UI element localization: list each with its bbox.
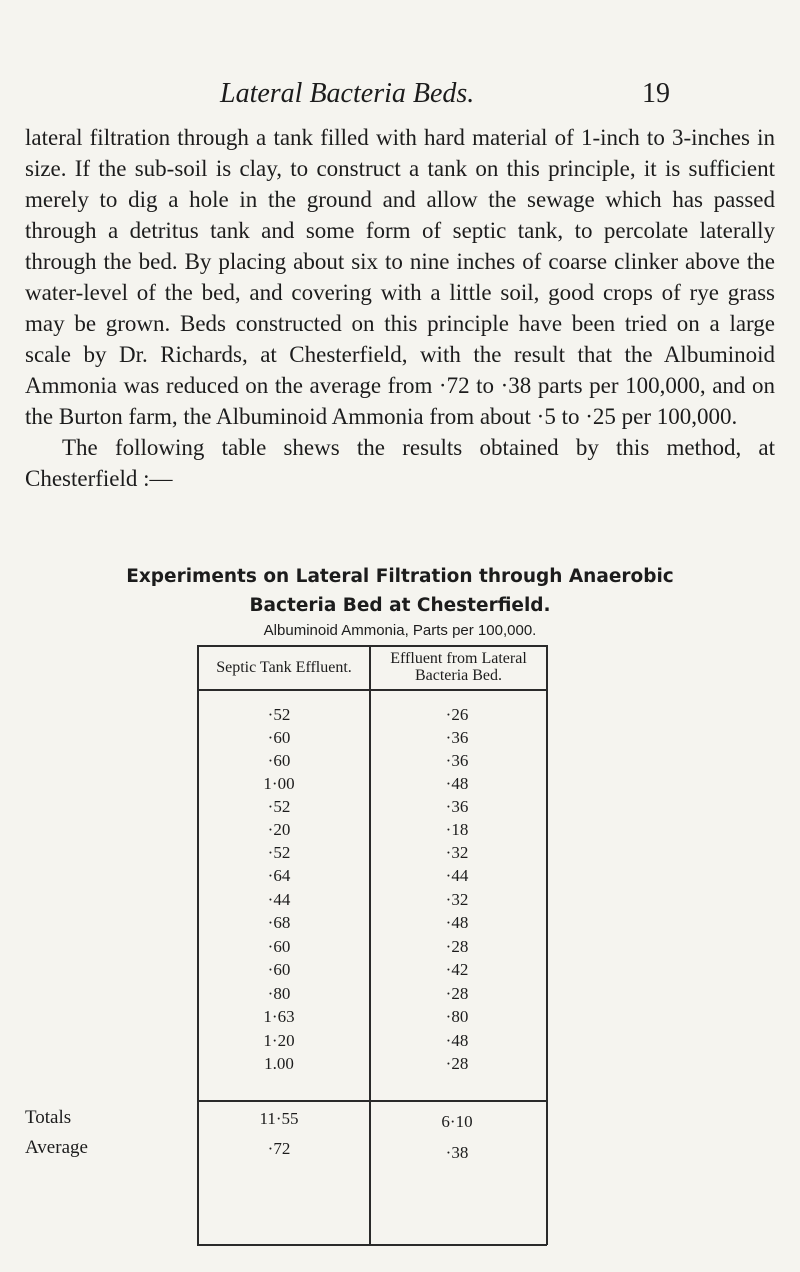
septic-total: 11·55 (259, 1109, 299, 1128)
column-header-lateral-line-1: Effluent from Lateral (390, 650, 527, 667)
paragraph-1: lateral filtration through a tank filled with hard material of 1-inch to 3-inches in size. If the sub-soil is clay, to construct a tank on this principle, it is sufficient merely to dig a hole in the ground and allow the sewage which has passed through a detritus tank and some form of septic tank, to percolate laterally through the bed. By placing about six to nine inches of coarse clinker above the water-level of the bed, and covering with a little soil, good crops of rye grass may be grown. Beds constructed on this principle have been tried on a large scale by Dr. Richards, at Chesterfield, with the result that the Albuminoid Ammonia was reduced on the average from ·72 to ·38 parts per 100,000, and on the Burton farm, the Albuminoid Ammonia from about ·5 to ·25 per 100,000. (25, 125, 775, 429)
lateral-cell: ·48 (445, 1031, 469, 1050)
totals-label: Totals (25, 1107, 72, 1128)
table-right-rule (546, 645, 548, 1245)
body-text (25, 122, 775, 494)
table-bottom-rule (197, 1244, 547, 1246)
septic-cell: ·64 (267, 866, 291, 885)
table-subtitle: Albuminoid Ammonia, Parts per 100,000. (263, 622, 537, 639)
septic-cell: 1·63 (263, 1007, 295, 1026)
septic-cell: ·60 (267, 960, 291, 979)
septic-cell: ·80 (267, 984, 291, 1003)
table-middle-rule (369, 645, 371, 1245)
lateral-cell: ·28 (445, 937, 469, 956)
septic-cell: ·60 (267, 751, 291, 770)
table-title (40, 562, 760, 620)
lateral-cell: ·36 (445, 751, 469, 770)
table-left-rule (197, 645, 199, 1245)
table-header-rule (197, 689, 547, 691)
lateral-cell: ·44 (445, 866, 469, 885)
table-title-line-2: Bacteria Bed at Chesterfield. (249, 595, 551, 616)
lateral-cell: ·18 (445, 820, 469, 839)
column-header-septic: Septic Tank Effluent. (216, 659, 352, 676)
septic-cell: ·52 (267, 843, 291, 862)
lateral-total: 6·10 (441, 1112, 473, 1131)
average-label: Average (25, 1137, 88, 1158)
lateral-cell: ·48 (445, 774, 469, 793)
lateral-cell: ·28 (445, 984, 469, 1003)
septic-cell: ·68 (267, 913, 291, 932)
column-header-lateral (371, 650, 546, 684)
lateral-average: ·38 (445, 1143, 469, 1162)
septic-cell: 1·00 (263, 774, 295, 793)
lateral-cell: ·32 (445, 843, 469, 862)
lateral-cell: ·42 (445, 960, 469, 979)
totals-rule (197, 1100, 547, 1102)
septic-cell: ·52 (267, 797, 291, 816)
septic-cell: ·20 (267, 820, 291, 839)
septic-cell: ·60 (267, 728, 291, 747)
paragraph-2: The following table shews the results obtained by this method, at Chesterfield :— (25, 435, 775, 491)
running-title: Lateral Bacteria Beds. (220, 78, 475, 109)
lateral-cell: ·36 (445, 728, 469, 747)
page-number: 19 (642, 78, 670, 109)
table-top-rule (197, 645, 547, 647)
septic-average: ·72 (267, 1139, 291, 1158)
lateral-cell: ·36 (445, 797, 469, 816)
lateral-cell: ·28 (445, 1054, 469, 1073)
lateral-cell: ·80 (445, 1007, 469, 1026)
lateral-cell: ·26 (445, 705, 469, 724)
septic-cell: 1·20 (263, 1031, 295, 1050)
column-header-lateral-line-2: Bacteria Bed. (414, 667, 503, 684)
table-title-line-1: Experiments on Lateral Filtration through Anaerobic (126, 566, 674, 587)
septic-cell: 1.00 (264, 1054, 294, 1073)
septic-cell: ·60 (267, 937, 291, 956)
septic-cell: ·52 (267, 705, 291, 724)
septic-cell: ·44 (267, 890, 291, 909)
lateral-cell: ·32 (445, 890, 469, 909)
lateral-cell: ·48 (445, 913, 469, 932)
